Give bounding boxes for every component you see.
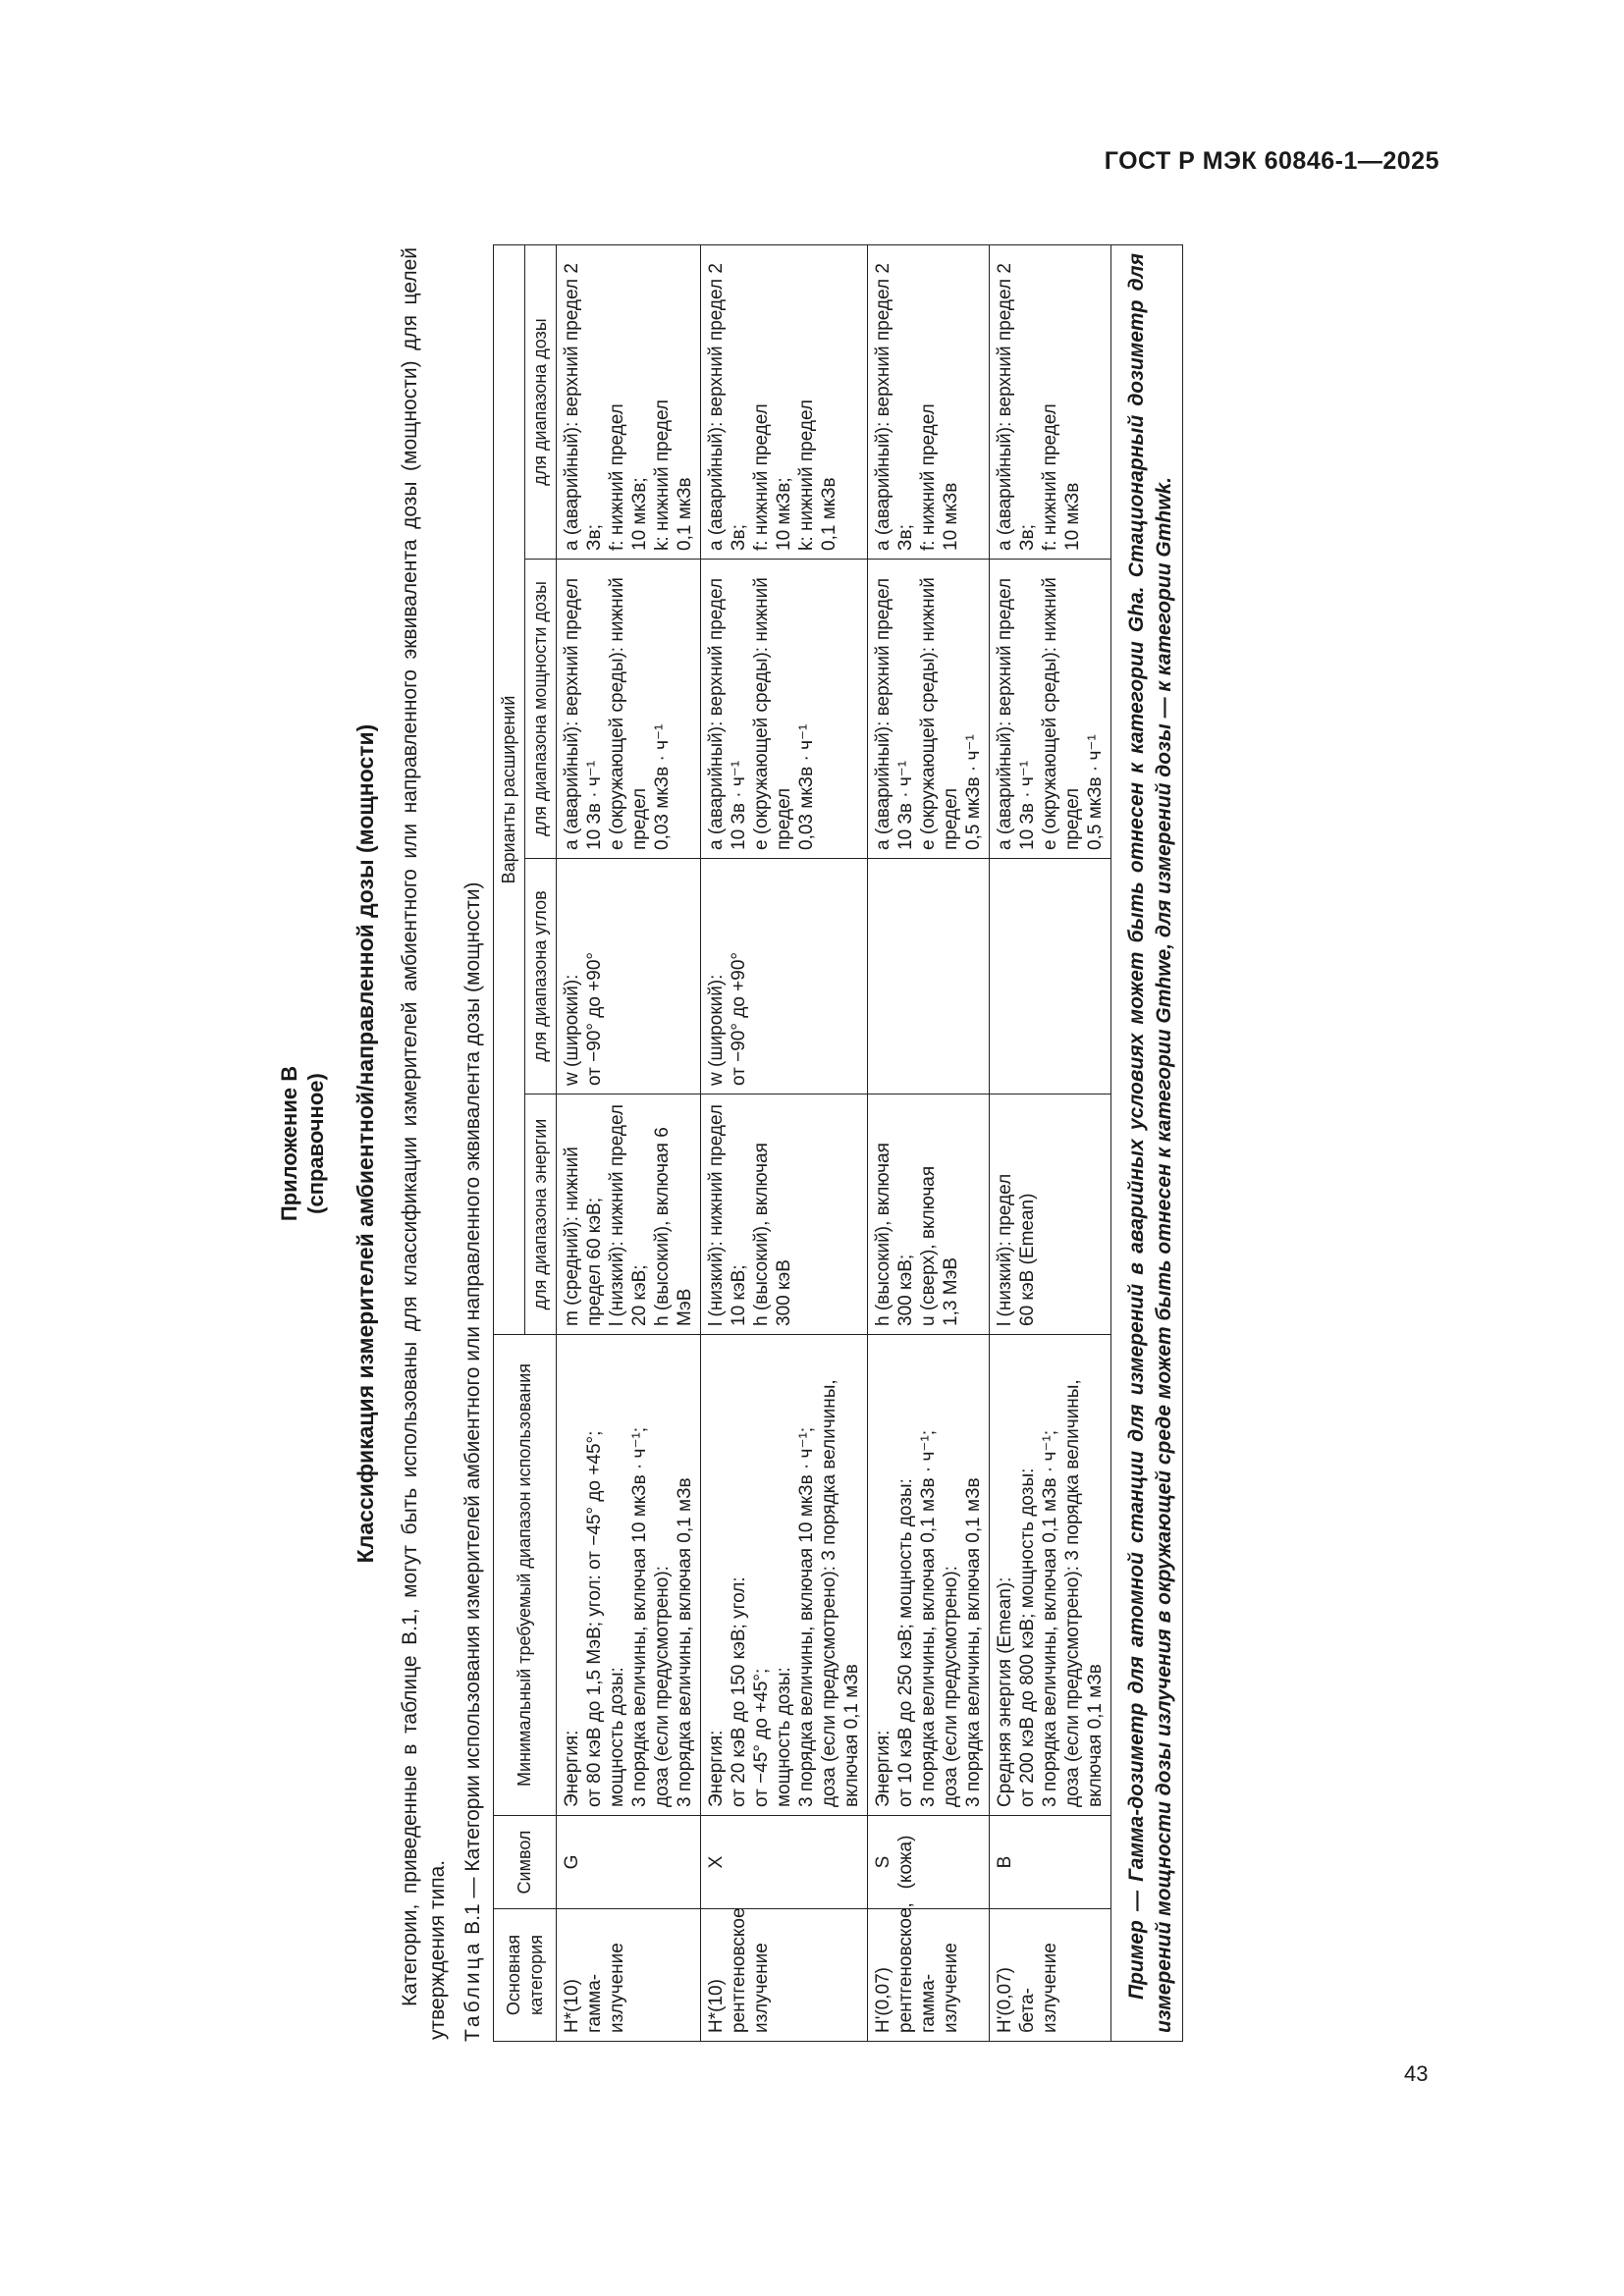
cell-line: h (высокий), включая 6 МэВ (652, 1127, 695, 1326)
rotated-page-content (270, 245, 1409, 2042)
example-note: Пример — Гамма-дозиметр для атомной станции для измерений в аварийных условиях может быть отнесен к категории Gha. Стационарный дозиметр для измерений мощности дозы излучения в окружающей среде может быть отнесен к категории Gmhwe, для измерений дозы — к категории Gmhwk. (1125, 253, 1175, 2033)
cell-line: e (окружающей среды): нижний предел (918, 577, 961, 850)
cell-angles (557, 859, 701, 1095)
cell-line: 0,1 мкЗв (675, 477, 695, 551)
cell-line: доза (если предусмотрено): (941, 1566, 961, 1807)
cell-line: доза (если предусмотрено): (652, 1566, 673, 1807)
table-row (701, 245, 868, 2042)
cell-line: f: нижний предел (918, 403, 939, 551)
header-dose: для диапазона дозы (525, 245, 557, 560)
cell-line: 300 кэВ; (895, 1254, 916, 1326)
cell-line: Средняя энергия (Emean): (995, 1576, 1015, 1807)
cell-line: B (995, 1855, 1015, 1869)
header-symbol: Символ (494, 1816, 557, 1909)
cell-line: f: нижний предел (751, 403, 772, 551)
cell-line: от −90° до +90° (729, 952, 749, 1086)
cell-angles (990, 859, 1111, 1095)
cell-line: e (окружающей среды): нижний предел (1040, 577, 1083, 850)
page-number: 43 (1404, 2061, 1429, 2086)
header-min-range: Минимальный требуемый диапазон использования (494, 1335, 557, 1816)
cell-symbol (701, 1816, 868, 1909)
cell-angles (701, 859, 868, 1095)
cell-line: m (средний): нижний предел 60 кэВ; (562, 1147, 605, 1326)
cell-line: 10 кэВ; (729, 1264, 749, 1326)
document-code: ГОСТ Р МЭК 60846-1—2025 (1104, 147, 1439, 175)
classification-table (493, 244, 1183, 2042)
cell-line: 0,5 мкЗв · ч⁻¹ (963, 734, 984, 850)
cell-symbol (557, 1816, 701, 1909)
cell-line: e (окружающей среды): нижний предел (751, 577, 794, 850)
header-category: Основная категория (494, 1909, 557, 2042)
cell-line: от −45° до +45°; (751, 1668, 772, 1807)
cell-line: 10 мкЗв (1062, 482, 1083, 551)
table-caption (461, 245, 485, 2042)
cell-line: рентгеновское излучение (729, 1907, 772, 2033)
cell-line: l (низкий): нижний предел 20 кэВ; (607, 1104, 650, 1326)
cell-energy (701, 1095, 868, 1335)
cell-dose-rate (990, 560, 1111, 859)
cell-line: 0,1 мкЗв (819, 477, 839, 551)
cell-line: 3 порядка величины, включая 0,1 мЗв (963, 1477, 984, 1807)
cell-category (557, 1909, 701, 2042)
cell-min-range (701, 1335, 868, 1816)
header-energy: для диапазона энергии (525, 1095, 557, 1335)
cell-category (868, 1902, 990, 2042)
cell-category (990, 1909, 1111, 2042)
table-body (557, 245, 1183, 2042)
cell-line: l (низкий): нижний предел (706, 1104, 727, 1326)
cell-line: a (аварийный): верхний предел (562, 577, 582, 850)
cell-line: бета-излучение (1017, 1943, 1060, 2033)
cell-line: Энергия: (562, 1730, 582, 1807)
cell-line: от −90° до +90° (584, 952, 605, 1086)
cell-line: 60 кэВ (Emean) (1017, 1193, 1038, 1326)
cell-line: 0,03 мкЗв · ч⁻¹ (796, 723, 817, 850)
cell-min-range (990, 1335, 1111, 1816)
cell-line: 0,03 мкЗв · ч⁻¹ (652, 723, 673, 850)
cell-line: H*(10) (706, 1979, 727, 2033)
cell-line: 10 Зв · ч⁻¹ (1017, 760, 1038, 850)
cell-line: S (873, 1855, 893, 1869)
cell-line: 10 мкЗв; (774, 477, 794, 551)
cell-dose-rate (557, 560, 701, 859)
cell-line: f: нижний предел (607, 403, 627, 551)
cell-energy (868, 1095, 990, 1335)
cell-line: от 20 кэВ до 150 кэВ; угол: (729, 1576, 749, 1807)
cell-dose (990, 245, 1111, 560)
cell-symbol (990, 1816, 1111, 1909)
cell-line: 3 порядка величины, включая 10 мкЗв · ч⁻¹; (629, 1426, 650, 1807)
cell-line: a (аварийный): верхний предел (995, 577, 1015, 850)
cell-dose-rate (701, 560, 868, 859)
cell-line: a (аварийный): верхний предел 10 Зв · ч⁻¹ (873, 577, 916, 850)
cell-line: k: нижний предел (652, 400, 673, 551)
cell-line: a (аварийный): верхний предел (706, 577, 727, 850)
cell-line: 1,3 МэВ (941, 1256, 961, 1326)
cell-category (701, 1909, 868, 2042)
cell-line: от 80 кэВ до 1,5 МэВ; угол: от −45° до +45°; (584, 1430, 605, 1807)
cell-line: мощность дозы: (774, 1667, 794, 1807)
header-dose-rate: для диапазона мощности дозы (525, 560, 557, 859)
cell-line: 10 мкЗв (941, 482, 961, 551)
example-cell (1111, 245, 1183, 2042)
cell-line: w (широкий): (562, 974, 582, 1086)
cell-line: X (706, 1855, 727, 1869)
header-extensions: Варианты расширений (494, 245, 525, 1335)
cell-line: f: нижний предел (1040, 403, 1060, 551)
cell-line: G (562, 1854, 582, 1870)
cell-line: H'(0,07) (995, 1967, 1015, 2033)
example-row (1111, 245, 1183, 2042)
cell-line: H'(0,07) (873, 1967, 893, 2033)
cell-line: 3 порядка величины, включая 0,1 мЗв · ч⁻¹; (918, 1429, 939, 1807)
cell-line: 10 Зв · ч⁻¹ (584, 760, 605, 850)
section-heading: Классификация измерителей амбиентной/направленной дозы (мощности) (352, 723, 378, 1564)
cell-line: a (аварийный): верхний предел 2 Зв; (562, 263, 605, 551)
cell-line: e (окружающей среды): нижний предел (607, 577, 650, 850)
cell-dose-rate (868, 560, 990, 859)
header-angles: для диапазона углов (525, 859, 557, 1095)
table-caption-text: В.1 — Категории использования измерителей амбиентного или направленного эквивалента дозы (мощности) (461, 881, 484, 1935)
cell-line: a (аварийный): верхний предел 2 Зв; (995, 263, 1038, 551)
cell-line: Энергия: (873, 1730, 893, 1807)
cell-line: 10 Зв · ч⁻¹ (729, 760, 749, 850)
cell-line: 3 порядка величины, включая 10 мкЗв · ч⁻¹; (796, 1426, 817, 1807)
cell-line: 3 порядка величины, включая 0,1 мЗв (675, 1477, 695, 1807)
cell-line: от 10 кэВ до 250 кэВ; мощность дозы: (895, 1478, 916, 1807)
cell-dose (557, 245, 701, 560)
cell-line: доза (если предусмотрено): 3 порядка величины, включая 0,1 мЗв (1062, 1379, 1106, 1807)
cell-energy (557, 1095, 701, 1335)
cell-line: k: нижний предел (796, 400, 817, 551)
table-caption-label: Таблица (461, 1940, 484, 2042)
cell-line: рентгеновское, гамма-излучение (895, 1902, 961, 2033)
cell-line: a (аварийный): верхний предел 2 Зв; (873, 263, 916, 551)
cell-line: 3 порядка величины, включая 0,1 мЗв · ч⁻¹; (1040, 1429, 1060, 1807)
cell-line: h (высокий), включая (873, 1143, 893, 1326)
cell-line: 0,5 мкЗв · ч⁻¹ (1085, 734, 1106, 850)
table-row (557, 245, 701, 2042)
table-row (990, 245, 1111, 2042)
cell-dose (868, 245, 990, 560)
cell-line: 10 мкЗв; (629, 477, 650, 551)
cell-min-range (557, 1335, 701, 1816)
cell-line: l (низкий): предел (995, 1173, 1015, 1326)
cell-symbol (868, 1816, 990, 1909)
cell-line: H*(10) (562, 1979, 582, 2033)
cell-energy (990, 1095, 1111, 1335)
cell-line: h (высокий), включая (751, 1143, 772, 1326)
cell-line: доза (если предусмотрено): 3 порядка величины, включая 0,1 мЗв (819, 1379, 862, 1807)
table-row (868, 245, 990, 2042)
cell-line: от 200 кэВ до 800 кэВ; мощность дозы: (1017, 1468, 1038, 1807)
cell-line: Энергия: (706, 1730, 727, 1807)
cell-line: мощность дозы: (607, 1667, 627, 1807)
cell-line: a (аварийный): верхний предел 2 Зв; (706, 263, 749, 551)
cell-line: w (широкий): (706, 974, 727, 1086)
annex-subtitle: (справочное) (303, 1073, 328, 1214)
intro-paragraph: Категории, приведенные в таблице В.1, могут быть использованы для классификации измерителей амбиентного или направленного эквивалента дозы (мощности) для целей утверждения типа. (399, 247, 449, 2040)
cell-dose (701, 245, 868, 560)
cell-line: гамма-излучение (584, 1943, 627, 2033)
cell-line: u (сверх), включая (918, 1165, 939, 1326)
cell-min-range (868, 1335, 990, 1816)
annex-title: Приложение В (277, 1065, 301, 1222)
cell-line: 300 кэВ (774, 1259, 794, 1326)
cell-angles (868, 859, 990, 1095)
cell-line: (кожа) (895, 1835, 916, 1890)
